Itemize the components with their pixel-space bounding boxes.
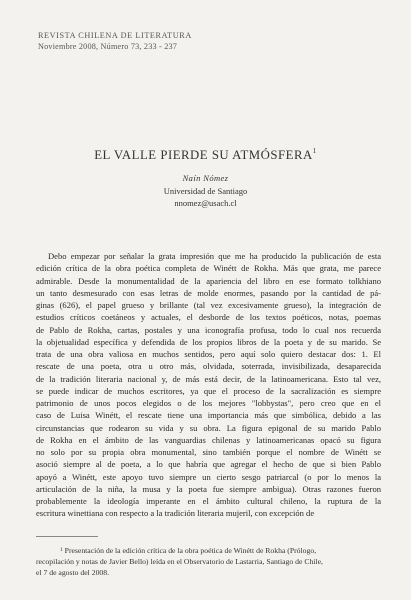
body-line: estudios críticos coetáneos y actuales, el desborde de los textos poéticos, notas, poemas xyxy=(36,312,381,323)
footnote-text: Presentación de la edición crítica de la obra poética de Winétt de Rokha (Prólogo, xyxy=(64,546,317,555)
body-line: apoyó a Winétt, este apoyo tuvo siempre un cierto sesgo patriarcal (o por lo menos la xyxy=(36,471,381,482)
author-email: nnomez@usach.cl xyxy=(174,198,237,208)
body-line: edición crítica de la obra poética completa de Winétt de Rokha. Más que grata, me parece xyxy=(36,263,381,274)
body-line: ginas (626), el papel grueso y brillante (tal vez excesivamente grueso), la integración de xyxy=(36,300,381,310)
body-line: un tanto desmesurado con esas letras de molde enormes, pasando por la cantidad de pá- xyxy=(36,287,381,298)
body-line: patrimonio de unos pocos elegidos o de los mejores "lobbystas", pero creo que en el xyxy=(36,398,381,408)
title-footnote-marker: 1 xyxy=(312,147,317,155)
body-line: articulación de la niña, la musa y la poeta fue siempre ambigua). Otras razones fueron xyxy=(36,483,381,494)
author-name: Naín Nómez xyxy=(182,173,229,183)
body-line: probablemente la ideología imperante en el ámbito cultural chileno, la ruptura de la xyxy=(36,496,381,506)
body-line: de Rokha en el ámbito de las vanguardias chilenas y latinoamericanas opacó su figura xyxy=(36,434,381,445)
author-affiliation: Universidad de Santiago xyxy=(163,185,248,196)
article-title-text: EL VALLE PIERDE SU ATMÓSFERA xyxy=(94,148,313,162)
footnote-marker: 1 xyxy=(60,547,63,553)
body-line: se puede indicar de muchos escritores, ya que el proceso de la sacralización es siempre xyxy=(36,385,381,396)
footnote-line: recopilación y notas de Javier Bello) leída en el Observatorio de Lastarria, Santiago de Chile, xyxy=(36,557,323,566)
journal-name: REVISTA CHILENA DE LITERATURA xyxy=(38,31,192,40)
article-title xyxy=(0,148,411,163)
article-body xyxy=(36,250,381,520)
footnote-divider xyxy=(36,536,98,537)
footnote-line xyxy=(36,545,381,556)
body-line: no solo por su propia obra monumental, sino también porque el nombre de Winétt se xyxy=(36,447,381,457)
journal-issue: Noviembre 2008, Número 73, 233 - 237 xyxy=(38,42,178,51)
footnote xyxy=(36,545,381,578)
body-line: caso de Luisa Winétt, el rescate tiene una importancia más que simbólica, debido a las xyxy=(36,410,381,421)
body-line: de la tradición literaria nacional y, de más está decir, de la latinoamericana. Esto tal vez, xyxy=(36,373,381,384)
body-line: escritura winettiana con respecto a la tradición literaria mujeril, con excepción de xyxy=(36,508,315,519)
body-line: admirable. Desde la monumentalidad de la apariencia del libro en ese formato tolkhiano xyxy=(36,275,381,286)
body-line: trata de una obra valiosa en muchos sentidos, pero aquí solo quiero destacar dos: 1. El xyxy=(36,349,381,359)
author-block xyxy=(0,172,411,210)
body-line: de Pablo de Rokha, cartas, postales y una iconografía profusa, todo lo cual nos recuerda xyxy=(36,324,381,335)
footnote-line: el 7 de agosto del 2008. xyxy=(36,568,110,577)
journal-header xyxy=(38,30,192,52)
body-line: Debo empezar por señalar la grata impresión que me ha producido la publicación de esta xyxy=(48,251,381,261)
body-line: rescate de una poeta, otra u otro más, olvidada, soterrada, invisibilizada, desaparecida xyxy=(36,361,381,372)
body-line: asoció siempre al de poeta, a lo que habría que agregar el hecho de que si bien Pablo xyxy=(36,459,381,470)
body-line: la objetualidad específica y defendida de los propios libros de la poeta y de su marido. Se xyxy=(36,336,381,347)
body-line: circunstancias que rodearon su vida y su obra. La figura epigonal de su marido Pablo xyxy=(36,422,381,433)
